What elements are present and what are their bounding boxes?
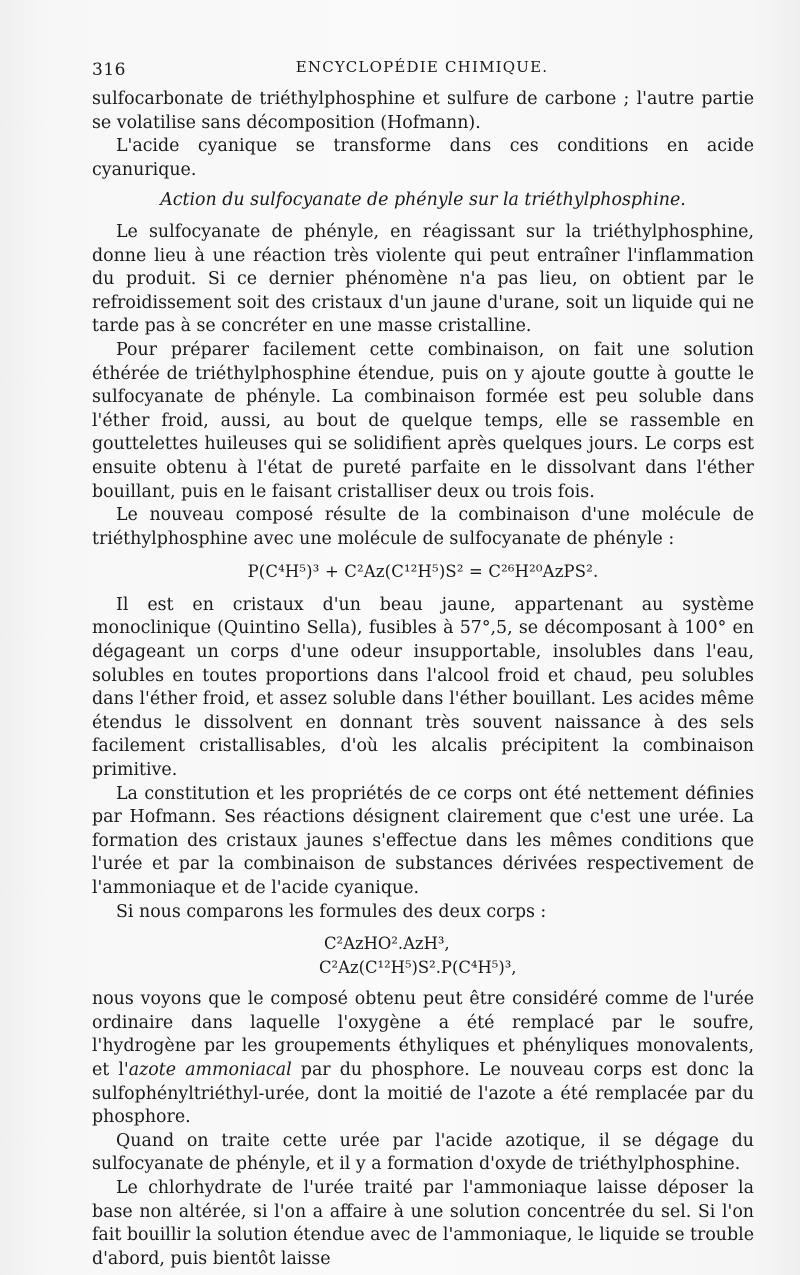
paragraph: La constitution et les propriétés de ce corps ont été nettement définies par Hofmann. Ses réactions désignent clairement que c'est une urée. La formation des cristaux jaunes s'effectue dans les mêmes conditions que l'urée et par la combinaison de substances dérivées respectivement de l'ammoniaque et de l'acide cyanique. [92, 783, 754, 898]
chemical-equation: P(C⁴H⁵)³ + C²Az(C¹²H⁵)S² = C²⁶H²⁰AzPS². [247, 562, 599, 582]
italic-term: azote ammoniacal [128, 1059, 292, 1080]
paragraph: Quand on traite cette urée par l'acide azotique, il se dégage du sulfocyanate de phényle, et il y a formation d'oxyde de triéthylphosphine. [92, 1130, 754, 1175]
text-run: par du phosphore. Le nouveau corps est donc la sulfophényltriéthyl-urée, dont la moitié de l'azote a été remplacée par du phosphore. [92, 1059, 754, 1128]
paragraph: L'acide cyanique se transforme dans ces conditions en acide cyanurique. [92, 136, 754, 180]
paragraph: Le chlorhydrate de l'urée traité par l'ammoniaque laisse déposer la base non altérée, si l'on a affaire à une solution concentrée du sel. Si l'on fait bouillir la solution étendue avec de l'ammoniaque, le liquide se trouble d'abord, puis bientôt laisse [92, 1177, 754, 1269]
formula-urea: C²AzHO².AzH³, [324, 934, 450, 954]
paragraph: Pour préparer facilement cette combinaison, on fait une solution éthérée de triéthylphosphine étendue, puis on y ajoute goutte à goutte le sulfocyanate de phényle. La combinaison formée est peu soluble dans l'éther froid, aussi, au bout de quelque temps, elle se rassemble en gouttelettes huileuses qui se solidifient après quelques jours. Le corps est ensuite obtenu à l'état de pureté parfaite en le dissolvant dans l'éther bouillant, puis en le faisant cristalliser deux ou trois fois. [92, 339, 754, 502]
paragraph: Le sulfocyanate de phényle, en réagissant sur la triéthylphosphine, donne lieu à une réaction très violente qui peut entraîner l'inflammation du produit. Si ce dernier phénomène n'a pas lieu, on obtient par le refroidissement soit des cristaux d'un jaune d'urane, soit un liquide qui ne tarde pas à se concréter en une masse cristalline. [92, 221, 754, 337]
paragraph [92, 988, 754, 1130]
paragraph: sulfocarbonate de triéthylphosphine et sulfure de carbone ; l'autre partie se volatilise sans décomposition (Hofmann). [92, 89, 754, 133]
formula-compound: C²Az(C¹²H⁵)S².P(C⁴H⁵)³, [319, 958, 517, 978]
paragraph: Le nouveau composé résulte de la combinaison d'une molécule de triéthylphosphine avec une molécule de sulfocyanate de phényle : [92, 505, 754, 549]
formula-block [92, 932, 754, 980]
running-head: ENCYCLOPÉDIE CHIMIQUE. [295, 58, 549, 76]
text-run: nous voyons que le composé obtenu peut être considéré comme de l'urée ordinaire dans laquelle l'oxygène a été remplacé par le soufre, l'hydrogène par les groupements éthyliques et phényliques monovalents, et l' [92, 989, 754, 1080]
page-header [92, 52, 752, 82]
paragraph: Il est en cristaux d'un beau jaune, appartenant au système monoclinique (Quintino Sella), fusibles à 57°,5, se décomposant à 100° en dégageant un corps d'une odeur insupportable, insolubles dans l'eau, solubles en toutes proportions dans l'alcool froid et chaud, peu solubles dans l'éther froid, et assez soluble dans l'éther bouillant. Les acides même étendus le dissolvent en donnant très souvent naissance à des sels facilement cristallisables, d'où les alcalis précipitent la combinaison primitive. [92, 594, 754, 781]
paragraph: Si nous comparons les formules des deux corps : [116, 901, 547, 922]
page-number: 316 [92, 60, 126, 80]
section-title: Action du sulfocyanate de phényle sur la triéthylphosphine. [160, 190, 686, 211]
page-body [92, 88, 754, 1271]
